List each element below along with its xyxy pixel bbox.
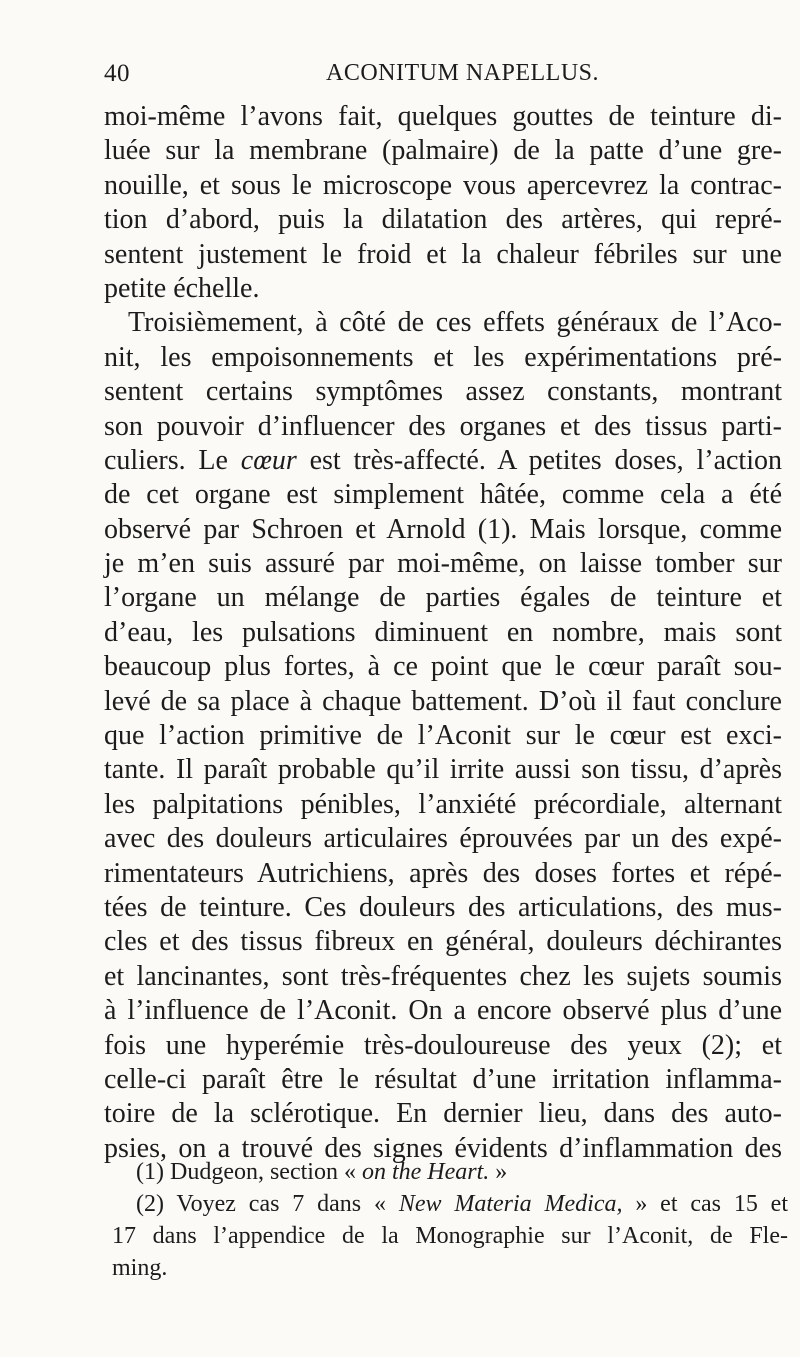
text-line: à l’influence de l’Aconit. On a encore observé plus d’une (104, 995, 782, 1027)
page-number: 40 (104, 60, 130, 87)
text-line: moi-même l’avons fait, quelques gouttes de teinture di- (104, 101, 782, 132)
text-line: sentent certains symptômes assez constants, montrant (104, 376, 782, 408)
text-line (104, 444, 782, 478)
text-line: tées de teinture. Ces douleurs des articulations, des mus- (104, 891, 782, 923)
text-line: d’eau, les pulsations diminuent en nombre, mais sont (104, 616, 782, 648)
text-line: tion d’abord, puis la dilatation des artères, qui repré- (104, 204, 782, 236)
text-line: avec des douleurs articulaires éprouvées par un des expé- (104, 823, 782, 855)
text-line: petite échelle. (104, 272, 260, 304)
text-line: que l’action primitive de l’Aconit sur le cœur est exci- (104, 720, 782, 752)
text-line: luée sur la membrane (palmaire) de la patte d’une gre- (104, 135, 782, 167)
text-line: cles et des tissus fibreux en général, douleurs déchirantes (104, 926, 782, 958)
text-line: son pouvoir d’influencer des organes et des tissus parti- (104, 410, 782, 442)
text-line: beaucoup plus fortes, à ce point que le cœur paraît sou- (104, 651, 782, 683)
footnote-2-line: ming. (112, 1255, 168, 1281)
footnote-2 (112, 1188, 788, 1220)
text-line: nit, les empoisonnements et les expérimentations pré- (104, 341, 782, 373)
text-line: psies, on a trouvé des signes évidents d’inflammation des (104, 1132, 782, 1164)
text-segment: est très-affecté. A petites doses, l’action (309, 444, 782, 476)
footnote-text: (2) Voyez cas 7 dans « (136, 1191, 399, 1217)
footnote-2-line: 17 dans l’appendice de la Monographie sur l’Aconit, de Fle- (112, 1223, 788, 1249)
text-line: de cet organe est simplement hâtée, comme cela a été (104, 479, 782, 511)
text-line: rimentateurs Autrichiens, après des doses fortes et répé- (104, 857, 782, 889)
text-line: et lancinantes, sont très-fréquentes chez les sujets soumis (104, 960, 782, 992)
italic-term: cœur (240, 444, 297, 476)
text-line: les palpitations pénibles, l’anxiété précordiale, alternant (104, 788, 782, 820)
footnote-text: » (489, 1159, 508, 1185)
text-line: levé de sa place à chaque battement. D’où il faut conclure (104, 685, 782, 717)
text-line: nouille, et sous le microscope vous apercevrez la contrac- (104, 169, 782, 201)
page-header (104, 60, 684, 92)
footnote-italic: on the Heart. (361, 1159, 490, 1185)
text-line: observé par Schroen et Arnold (1). Mais lorsque, comme (104, 513, 782, 545)
footnote-1 (112, 1156, 788, 1188)
text-line: je m’en suis assuré par moi-même, on laisse tomber sur (104, 548, 782, 580)
text-segment: culiers. Le (104, 444, 228, 476)
text-line: l’organe un mélange de parties égales de teinture et (104, 582, 782, 614)
footnote-text: » et cas 15 et (622, 1191, 789, 1217)
body-text (104, 100, 782, 1166)
footnotes (112, 1156, 788, 1284)
footnote-italic: New Materia Medica, (398, 1191, 623, 1217)
text-line: fois une hyperémie très-douloureuse des yeux (2); et (104, 1029, 782, 1061)
text-line: toire de la sclérotique. En dernier lieu, dans des auto- (104, 1098, 782, 1130)
text-line: tante. Il paraît probable qu’il irrite aussi son tissu, d’après (104, 754, 782, 786)
text-line: celle-ci paraît être le résultat d’une irritation inflamma- (104, 1063, 782, 1095)
text-line: Troisièmement, à côté de ces effets généraux de l’Aco- (128, 307, 782, 339)
footnote-text: (1) Dudgeon, section « (136, 1159, 362, 1185)
running-head: ACONITUM NAPELLUS. (326, 60, 599, 86)
text-line: sentent justement le froid et la chaleur fébriles sur une (104, 238, 782, 270)
